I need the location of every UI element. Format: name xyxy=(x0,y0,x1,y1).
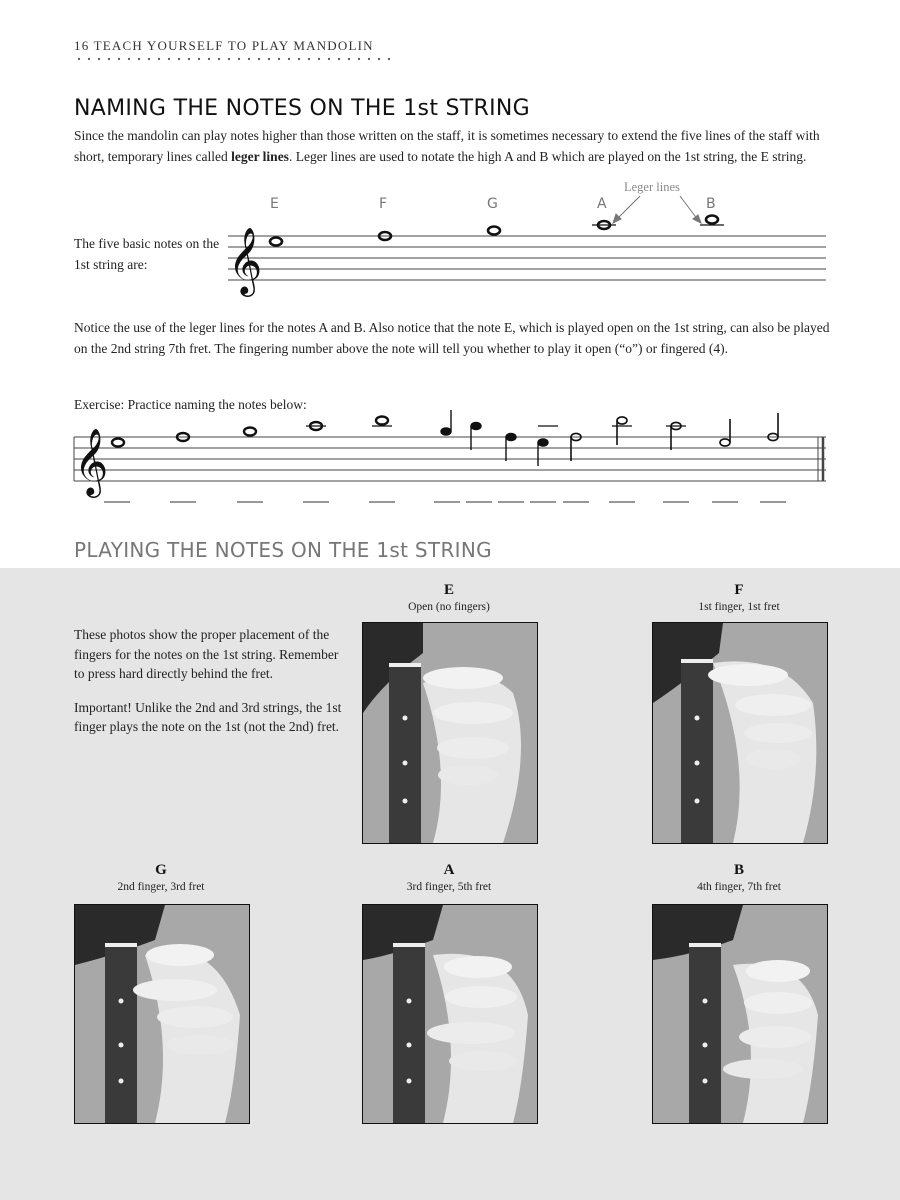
section1-title: NAMING THE NOTES ON THE 1st STRING xyxy=(74,96,531,121)
treble-clef-icon xyxy=(74,427,108,498)
description-2: Important! Unlike the 2nd and 3rd strings, the 1st finger plays the note on the 1st (not the 2nd) fret. xyxy=(74,699,342,734)
note-name-e: E xyxy=(270,196,279,212)
photo-g-fingering xyxy=(74,904,250,1124)
photo-f-heading: F 1st finger, 1st fret xyxy=(698,582,780,613)
basic-notes-staff xyxy=(0,0,900,310)
running-head: 16 TEACH YOURSELF TO PLAY MANDOLIN xyxy=(74,38,374,53)
notice-text: Notice the use of the leger lines for the notes A and B. Also notice that the note E, which is played open on the 1st string, can also be played on the 2nd string 7th fret. The fingering number above the note will tell you whether to play it open (“o”) or fingered (4). xyxy=(74,320,830,356)
whole-note-e xyxy=(270,238,282,246)
treble-clef-icon xyxy=(228,226,262,297)
section1-intro: Since the mandolin can play notes higher than those written on the staff, it is sometimes necessary to extend the five lines of the staff with short, temporary lines called leger lines. Leger lines are used to notate the high A and B which are played on the 1st string, the E string. xyxy=(74,128,820,164)
svg-text:𝄞: 𝄞 xyxy=(228,226,263,294)
note-name-g: G xyxy=(487,196,498,212)
note-name-a: A xyxy=(597,196,607,212)
exercise-staff xyxy=(0,410,900,510)
leger-arrows xyxy=(613,196,701,223)
svg-text:𝄞: 𝄞 xyxy=(74,427,109,495)
photo-e-heading: E Open (no fingers) xyxy=(408,582,490,613)
whole-note-b xyxy=(706,216,718,224)
section2-title: PLAYING THE NOTES ON THE 1st STRING xyxy=(74,538,492,562)
photo-e-fingering xyxy=(362,622,538,844)
leger-lines-term: leger lines xyxy=(231,148,289,164)
note-name-b: B xyxy=(706,196,716,212)
staff-label: The five basic notes on the 1st string are: xyxy=(74,236,220,272)
staff-notes xyxy=(270,216,718,246)
note-name-f: F xyxy=(379,196,388,212)
photo-a-fingering xyxy=(362,904,538,1124)
photo-b-heading: B 4th finger, 7th fret xyxy=(697,862,781,893)
photo-g-heading: G 2nd finger, 3rd fret xyxy=(117,862,205,893)
whole-note-g xyxy=(488,227,500,235)
description-1: These photos show the proper placement of the fingers for the notes on the 1st string. Remember to press hard directly behind the fret. xyxy=(74,627,339,681)
photo-f-fingering xyxy=(652,622,828,844)
photo-b-fingering xyxy=(652,904,828,1124)
photo-a-heading: A 3rd finger, 5th fret xyxy=(406,862,492,893)
photos-description xyxy=(74,625,344,737)
exercise-label: Exercise: Practice naming the notes below: xyxy=(74,397,307,412)
leger-lines-label: Leger lines xyxy=(624,180,680,194)
